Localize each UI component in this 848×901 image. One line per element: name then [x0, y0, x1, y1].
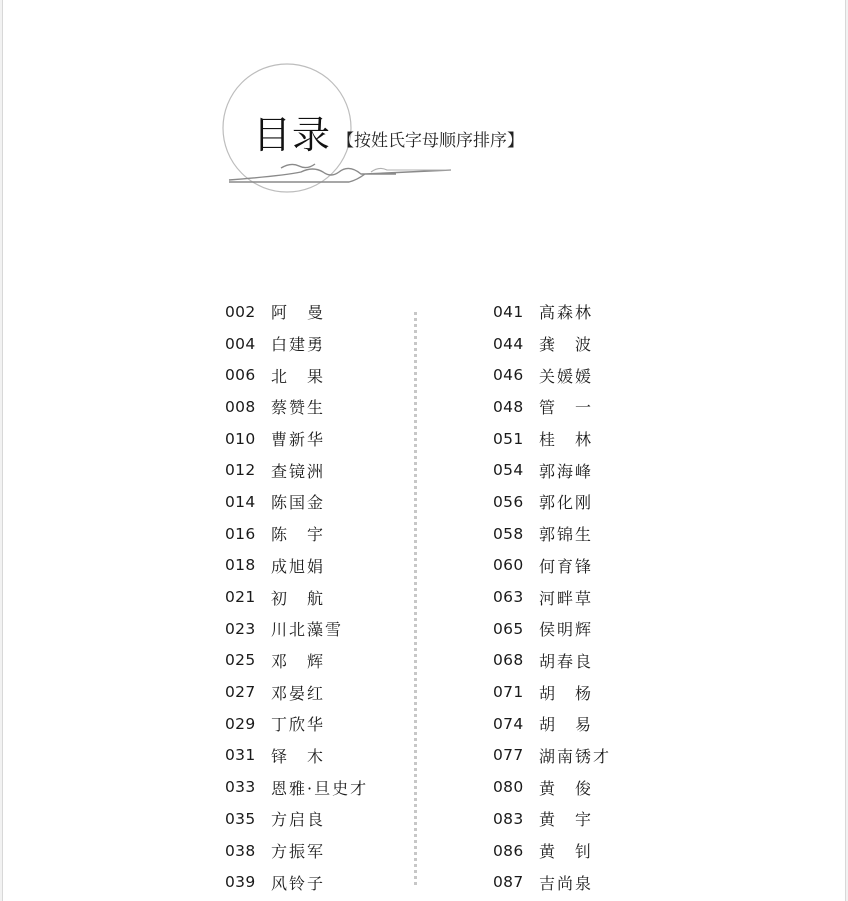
toc-author-name: 黄 宇: [539, 810, 594, 830]
toc-entry: [225, 454, 368, 486]
toc-page-number: 074: [493, 714, 524, 733]
toc-author-name: 管 一: [539, 398, 594, 418]
toc-entry: [225, 803, 368, 835]
toc-entry: [493, 708, 611, 740]
toc-page-number: 046: [493, 366, 524, 385]
toc-author-name: 邓 辉: [271, 651, 326, 671]
toc-entry: [225, 676, 368, 708]
toc-author-name: 铎 木: [271, 746, 326, 766]
toc-entry: [225, 486, 368, 518]
toc-author-name: 陈 宇: [271, 525, 326, 545]
toc-entry: [493, 486, 611, 518]
toc-author-name: 关媛媛: [539, 366, 594, 386]
toc-page-number: 014: [225, 492, 256, 511]
toc-author-name: 胡 杨: [539, 683, 594, 703]
toc-entry: [493, 803, 611, 835]
toc-entry: [225, 359, 368, 391]
toc-entry: [493, 581, 611, 613]
toc-entry: [225, 550, 368, 582]
toc-author-name: 郭锦生: [539, 525, 594, 545]
toc-entry: [225, 423, 368, 455]
toc-author-name: 风铃子: [271, 873, 326, 893]
toc-entry: [493, 676, 611, 708]
toc-page-number: 071: [493, 683, 524, 702]
toc-page-number: 044: [493, 334, 524, 353]
toc-entry: [225, 391, 368, 423]
toc-page-number: 031: [225, 746, 256, 765]
toc-author-name: 邓晏红: [271, 683, 326, 703]
toc-page-number: 025: [225, 651, 256, 670]
toc-page-number: 035: [225, 809, 256, 828]
toc-page-number: 058: [493, 524, 524, 543]
toc-entry: [225, 645, 368, 677]
toc-entry: [493, 296, 611, 328]
document-page: [2, 0, 846, 901]
toc-entry: [225, 740, 368, 772]
toc-author-name: 丁欣华: [271, 715, 326, 735]
toc-page-number: 029: [225, 714, 256, 733]
toc-page-number: 008: [225, 397, 256, 416]
toc-author-name: 川北藻雪: [271, 620, 344, 640]
toc-entry: [493, 645, 611, 677]
toc-author-name: 高森林: [539, 303, 594, 323]
toc-entry: [493, 454, 611, 486]
toc-author-name: 侯明辉: [539, 620, 594, 640]
toc-author-name: 恩雅·旦史才: [271, 778, 369, 798]
toc-page-number: 080: [493, 778, 524, 797]
toc-page-number: 038: [225, 841, 256, 860]
toc-page-number: 083: [493, 809, 524, 828]
toc-entry: [225, 613, 368, 645]
toc-author-name: 龚 波: [539, 335, 594, 355]
toc-page-number: 012: [225, 461, 256, 480]
toc-author-name: 方振军: [271, 842, 326, 862]
toc-author-name: 黄 钊: [539, 842, 594, 862]
toc-page-number: 002: [225, 302, 256, 321]
toc-page-number: 065: [493, 619, 524, 638]
toc-page-number: 048: [493, 397, 524, 416]
toc-author-name: 胡 易: [539, 715, 594, 735]
toc-author-name: 陈国金: [271, 493, 326, 513]
toc-page-number: 004: [225, 334, 256, 353]
toc-author-name: 初 航: [271, 588, 326, 608]
toc-page-number: 027: [225, 683, 256, 702]
toc-entry: [493, 613, 611, 645]
toc-entry: [493, 328, 611, 360]
toc-author-name: 郭化刚: [539, 493, 594, 513]
page-title: 目录: [253, 113, 332, 157]
toc-entry: [225, 708, 368, 740]
toc-author-name: 何育锋: [539, 556, 594, 576]
toc-author-name: 郭海峰: [539, 461, 594, 481]
toc-page-number: 018: [225, 556, 256, 575]
toc-page-number: 021: [225, 588, 256, 607]
toc-author-name: 方启良: [271, 810, 326, 830]
toc-left-column: [225, 296, 368, 898]
toc-author-name: 阿 曼: [271, 303, 326, 323]
toc-entry: [225, 296, 368, 328]
toc-page-number: 051: [493, 429, 524, 448]
toc-entry: [225, 328, 368, 360]
toc-author-name: 查镜洲: [271, 461, 326, 481]
toc-page-number: 060: [493, 556, 524, 575]
toc-page-number: 041: [493, 302, 524, 321]
toc-author-name: 北 果: [271, 366, 326, 386]
toc-page-number: 006: [225, 366, 256, 385]
toc-author-name: 河畔草: [539, 588, 594, 608]
toc-entry: [493, 391, 611, 423]
toc-author-name: 蔡赞生: [271, 398, 326, 418]
toc-entry: [493, 771, 611, 803]
toc-entry: [225, 518, 368, 550]
toc-page-number: 016: [225, 524, 256, 543]
toc-entry: [225, 835, 368, 867]
toc-page-number: 054: [493, 461, 524, 480]
column-divider: [414, 312, 417, 885]
toc-page-number: 023: [225, 619, 256, 638]
toc-entry: [493, 359, 611, 391]
toc-right-column: [493, 296, 611, 898]
toc-entry: [493, 423, 611, 455]
toc-entry: [493, 518, 611, 550]
toc-author-name: 白建勇: [271, 335, 326, 355]
toc-author-name: 成旭娟: [271, 556, 326, 576]
toc-author-name: 湖南锈才: [539, 746, 612, 766]
toc-page-number: 033: [225, 778, 256, 797]
toc-page-number: 010: [225, 429, 256, 448]
toc-page-number: 063: [493, 588, 524, 607]
toc-page-number: 068: [493, 651, 524, 670]
toc-author-name: 黄 俊: [539, 778, 594, 798]
toc-page-number: 086: [493, 841, 524, 860]
toc-page-number: 056: [493, 492, 524, 511]
toc-entry: [493, 550, 611, 582]
toc-entry: [493, 835, 611, 867]
toc-author-name: 曹新华: [271, 430, 326, 450]
toc-page-number: 077: [493, 746, 524, 765]
toc-page-number: 039: [225, 873, 256, 892]
toc-author-name: 胡春良: [539, 651, 594, 671]
toc-entry: [225, 581, 368, 613]
toc-author-name: 吉尚泉: [539, 873, 594, 893]
toc-entry: [225, 866, 368, 898]
toc-entry: [225, 771, 368, 803]
toc-entry: [493, 740, 611, 772]
toc-page-number: 087: [493, 873, 524, 892]
page-subtitle: 【按姓氏字母顺序排序】: [337, 131, 524, 151]
toc-entry: [493, 866, 611, 898]
toc-author-name: 桂 林: [539, 430, 594, 450]
